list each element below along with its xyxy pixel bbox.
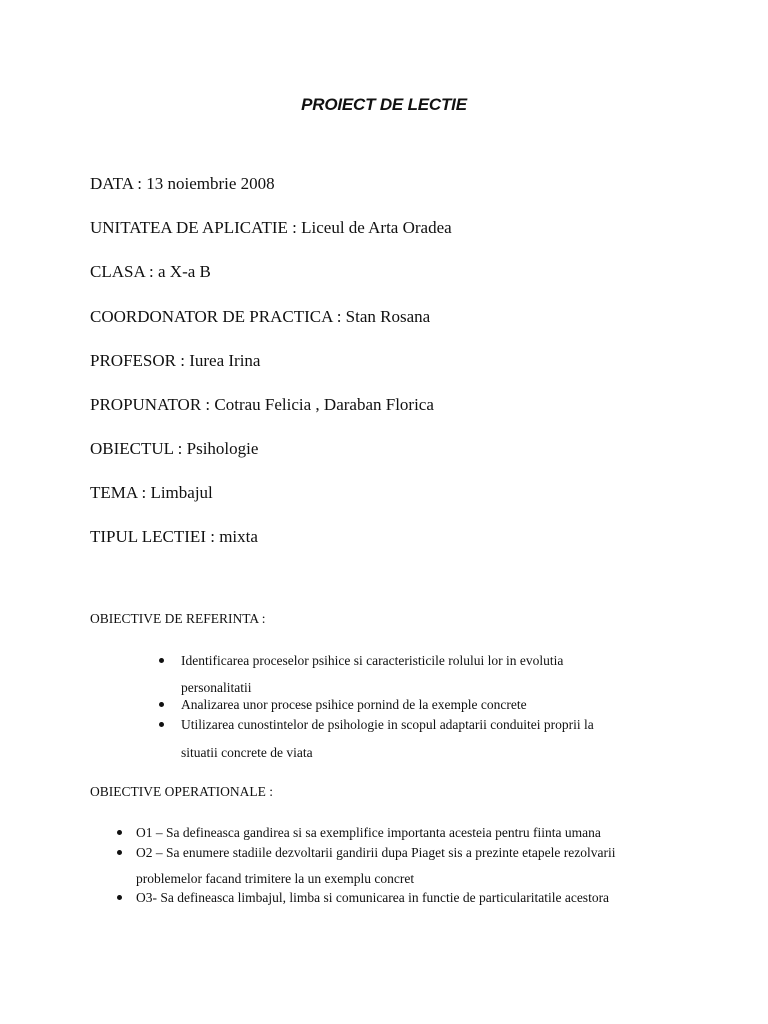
referinta-item-3-line2: situatii concrete de viata (181, 745, 313, 760)
operationale-item-1: O1 – Sa defineasca gandirea si sa exemplifice importanta acesteia pentru fiinta umana (136, 825, 601, 840)
field-propunator: PROPUNATOR : Cotrau Felicia , Daraban Florica (90, 395, 434, 414)
bullet-icon (159, 722, 164, 727)
field-tema: TEMA : Limbajul (90, 483, 213, 502)
operationale-item-3: O3- Sa defineasca limbajul, limba si comunicarea in functie de particularitatile acestora (136, 890, 610, 905)
referinta-item-1-line2: personalitatii (181, 680, 252, 695)
operationale-item-2-line1: O2 – Sa enumere stadiile dezvoltarii gandirii dupa Piaget sis a prezinte etapele rezolvarii (136, 845, 616, 860)
bullet-icon (117, 830, 122, 835)
field-clasa: CLASA : a X-a B (90, 262, 211, 281)
field-unitatea: UNITATEA DE APLICATIE : Liceul de Arta Oradea (90, 218, 452, 237)
referinta-heading: OBIECTIVE DE REFERINTA : (90, 611, 266, 626)
referinta-item-2: Analizarea unor procese psihice pornind de la exemple concrete (181, 697, 527, 712)
operationale-heading: OBIECTIVE OPERATIONALE : (90, 784, 273, 799)
bullet-icon (159, 702, 164, 707)
field-profesor: PROFESOR : Iurea Irina (90, 351, 261, 370)
bullet-icon (117, 895, 122, 900)
operationale-item-2-line2: problemelor facand trimitere la un exemplu concret (136, 871, 415, 886)
field-data: DATA : 13 noiembrie 2008 (90, 174, 275, 193)
bullet-icon (117, 850, 122, 855)
referinta-item-3-line1: Utilizarea cunostintelor de psihologie in scopul adaptarii conduitei proprii la (181, 717, 594, 732)
field-tipul-lectiei: TIPUL LECTIEI : mixta (90, 527, 258, 546)
field-coordonator: COORDONATOR DE PRACTICA : Stan Rosana (90, 307, 431, 326)
referinta-item-1-line1: Identificarea proceselor psihice si caracteristicile rolului lor in evolutia (181, 653, 564, 668)
bullet-icon (159, 658, 164, 663)
document-title: PROIECT DE LECTIE (301, 95, 467, 114)
field-obiectul: OBIECTUL : Psihologie (90, 439, 259, 458)
